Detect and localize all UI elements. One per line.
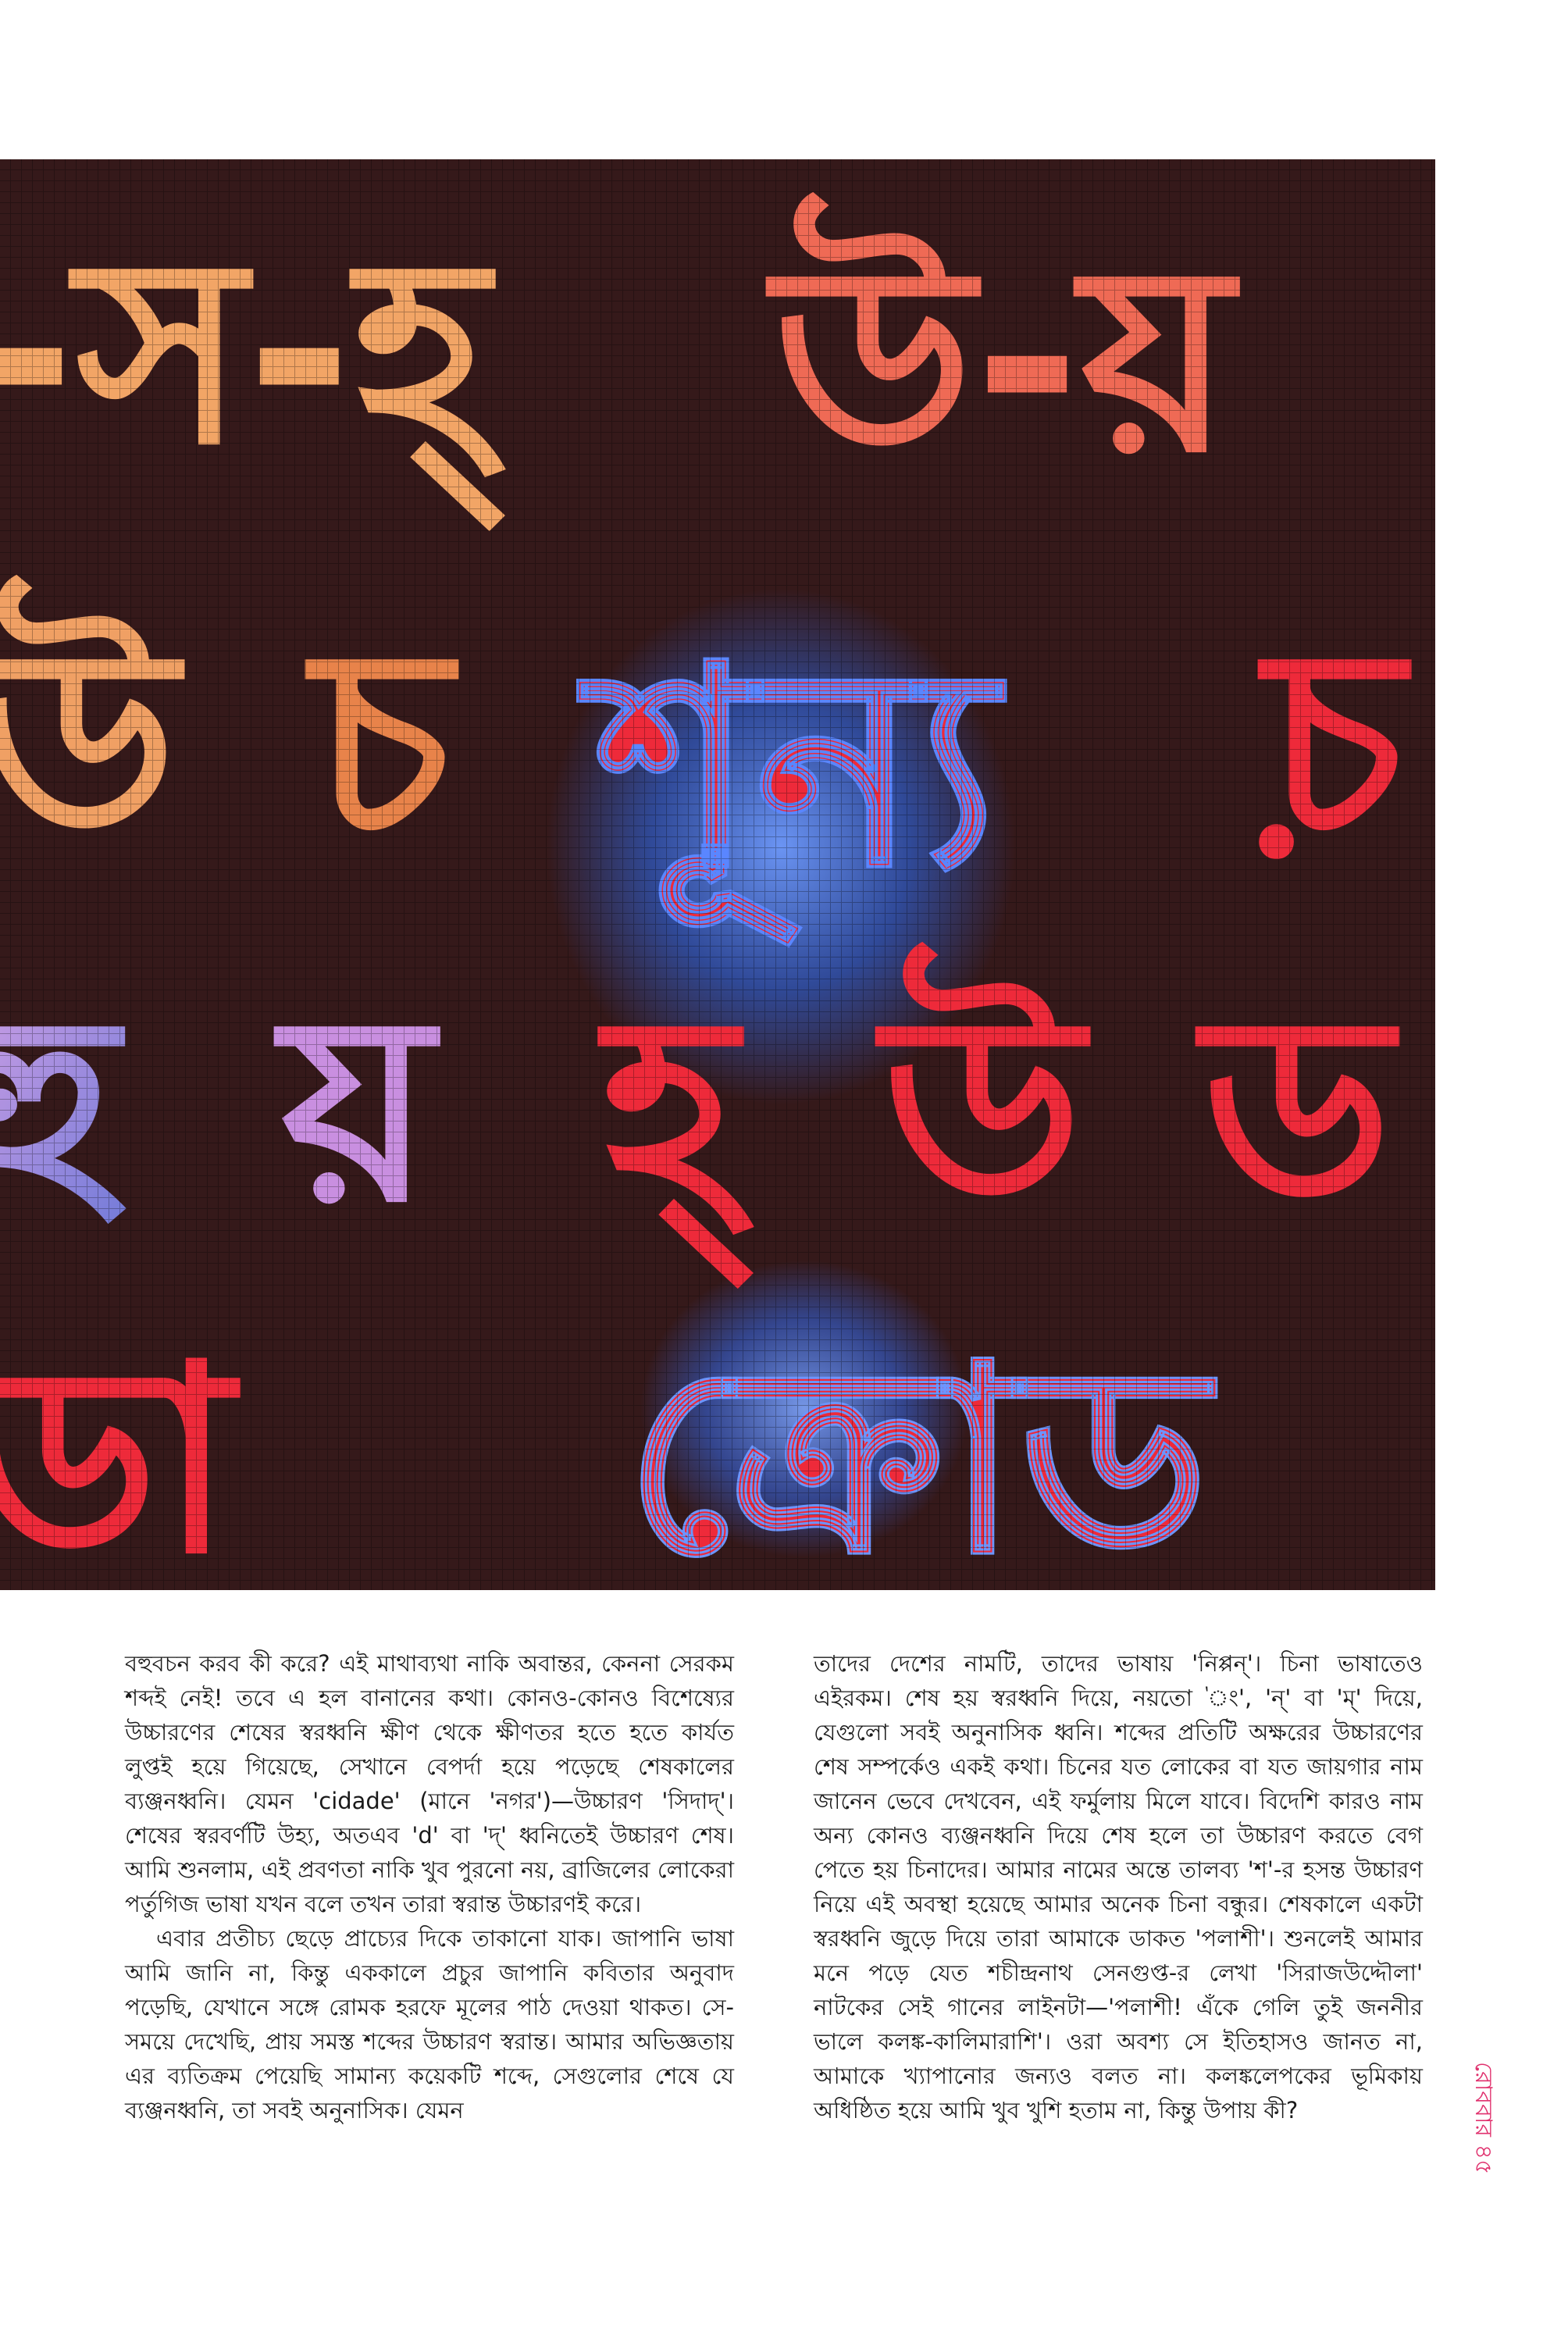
cover-artwork <box>0 159 1435 1590</box>
left-paragraph-1: বহুবচন করব কী করে? এই মাথাব্যথা নাকি অবান্তর, কেননা সেরকম শব্দই নেই! তবে এ হল বানানের কথা। কোনও-কোনও বিশেষ্যের উচ্চারণের শেষের স্বরধ্বনি ক্ষীণ থেকে ক্ষীণতর হতে হতে কার্যত লুপ্তই হয়ে গিয়েছে, সেখানে বেপর্দা হয়ে পড়েছে শেষকালের ব্যঞ্জনধ্বনি। যেমন 'cidade' (মানে 'নগর')—উচ্চারণ 'সিদাদ্'। শেষের স্বরবর্ণটি উহ্য, অতএব 'd' বা 'দ্' ধ্বনিতেই উচ্চারণ শেষ। আমি শুনলাম, এই প্রবণতা নাকি খুব পুরনো নয়, ব্রাজিলের লোকেরা পর্তুগিজ ভাষা যখন বলে তখন তারা স্বরান্ত উচ্চারণই করে। <box>125 1650 734 1917</box>
right-column <box>814 1646 1423 2127</box>
mosaic-overlay <box>0 159 1435 1590</box>
left-column <box>125 1646 734 2127</box>
right-paragraph-1: তাদের দেশের নামটি, তাদের ভাষায় 'নিপ্পন্'। চিনা ভাষাতেও এইরকম। শেষ হয় স্বরধ্বনি দিয়ে, নয়তো 'ং', 'ন্' বা 'ম্' দিয়ে, যেগুলো সবই অনুনাসিক ধ্বনি। শব্দের প্রতিটি অক্ষরের উচ্চারণের শেষ সম্পর্কেও একই কথা। চিনের যত লোকের বা যত জায়গার নাম জানেন ভেবে দেখবেন, এই ফর্মুলায় মিলে যাবে। বিদেশি কারও নাম অন্য কোনও ব্যঞ্জনধ্বনি দিয়ে শেষ হলে তা উচ্চারণ করতে বেগ পেতে হয় চিনাদের। আমার নামের অন্তে তালব্য 'শ'-র হসন্ত উচ্চারণ নিয়ে এই অবস্থা হয়েছে আমার অনেক চিনা বন্ধুর। শেষকালে একটা স্বরধ্বনি জুড়ে দিয়ে তারা আমাকে ডাকত 'পলাশী'। শুনলেই আমার মনে পড়ে যেত শচীন্দ্রনাথ সেনগুপ্ত-র লেখা 'সিরাজউদ্দৌলা' নাটকের সেই গানের লাইনটা—'পলাশী! এঁকে গেলি তুই জননীর ভালে কলঙ্ক-কালিমারাশি'। ওরা অবশ্য সে ইতিহাসও জানত না, আমাকে খ্যাপানোর জন্যও বলত না। কলঙ্কলেপকের ভূমিকায় অধিষ্ঠিত হয়ে আমি খুব খুশি হতাম না, কিন্তু উপায় কী? <box>814 1650 1423 2124</box>
artwork-svg <box>0 159 1435 1590</box>
left-paragraph-2: এবার প্রতীচ্য ছেড়ে প্রাচ্যের দিকে তাকানো যাক। জাপানি ভাষা আমি জানি না, কিন্তু এককালে প্রচুর জাপানি কবিতার অনুবাদ পড়েছি, যেখানে সঙ্গে রোমক হরফে মূলের পাঠ দেওয়া থাকত। সে-সময়ে দেখেছি, প্রায় সমস্ত শব্দের উচ্চারণ স্বরান্ত। আমার অভিজ্ঞতায় এর ব্যতিক্রম পেয়েছি সামান্য কয়েকটি শব্দে, সেগুলোর শেষে যে ব্যঞ্জনধ্বনি, তা সবই অনুনাসিক। যেমন <box>125 1925 734 2124</box>
folio-text: রোববার ৪৫ <box>1470 2062 1497 2175</box>
page-folio <box>1468 2062 1506 2296</box>
